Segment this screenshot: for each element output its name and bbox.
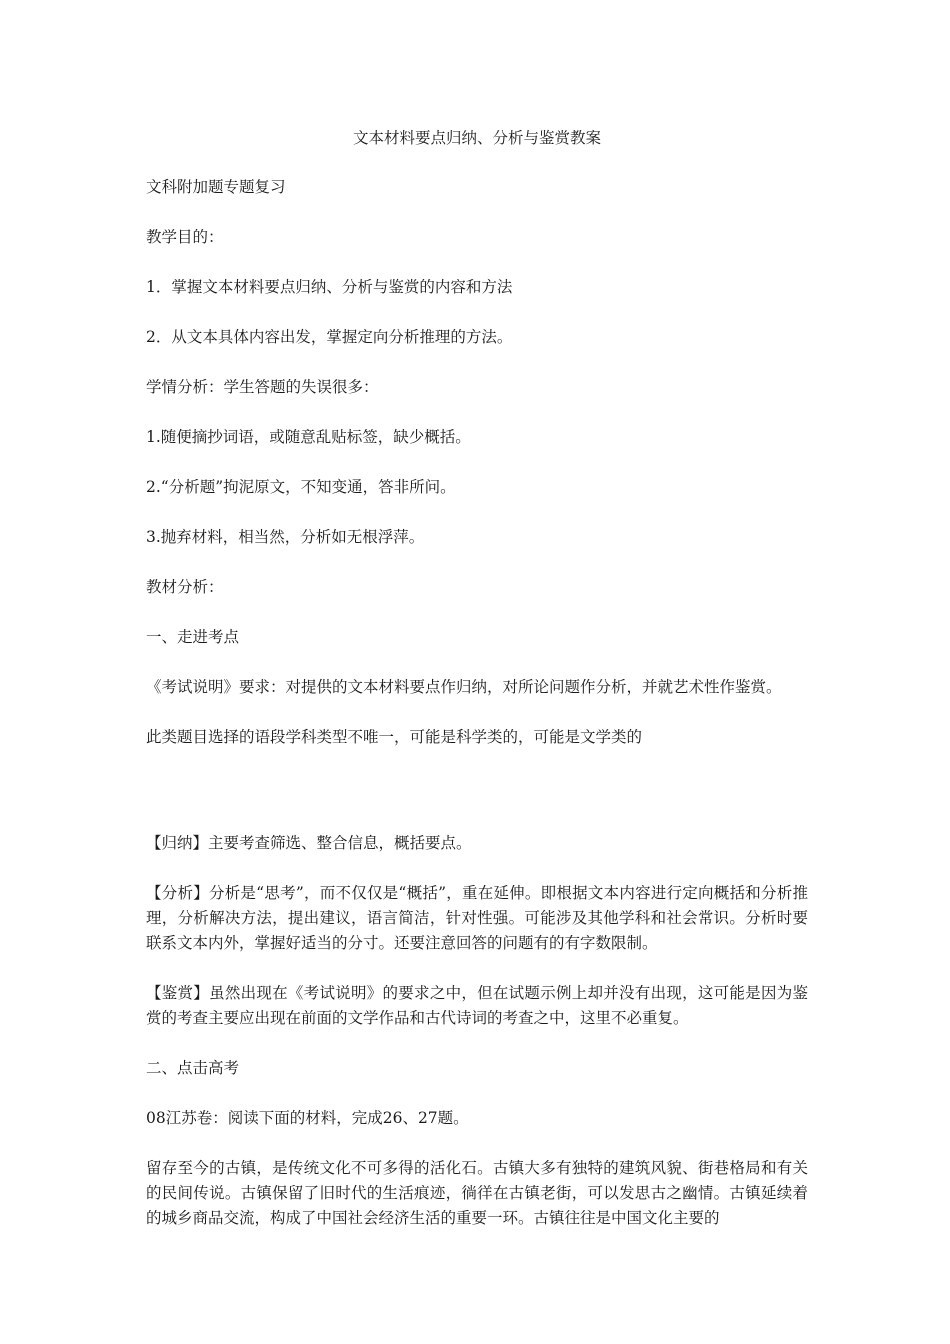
blank-spacer [146, 775, 808, 831]
exam-question-intro: 08江苏卷：阅读下面的材料，完成26、27题。 [146, 1109, 469, 1127]
mistake-item-1: 1.随便摘抄词语，或随意乱贴标签，缺少概括。 [146, 428, 471, 446]
summary-paragraph: 【归纳】主要考查筛选、整合信息，概括要点。 [146, 834, 472, 852]
goal-item-2: 2．从文本具体内容出发，掌握定向分析推理的方法。 [146, 328, 513, 346]
exam-requirement-paragraph: 《考试说明》要求：对提供的文本材料要点作归纳，对所论问题作分析，并就艺术性作鉴赏。 [146, 678, 782, 696]
document-page [146, 126, 808, 1256]
document-title: 文本材料要点归纳、分析与鉴赏教案 [352, 129, 601, 147]
appreciation-paragraph: 【鉴赏】虽然出现在《考试说明》的要求之中，但在试题示例上却并没有出现，这可能是因为鉴赏的考查主要应出现在前面的文学作品和古代诗词的考查之中，这里不必重复。 [146, 984, 808, 1027]
section-heading-material-analysis: 教材分析： [146, 578, 224, 596]
section-heading-1: 一、走进考点 [146, 628, 240, 646]
reading-material-paragraph: 留存至今的古镇，是传统文化不可多得的活化石。古镇大多有独特的建筑风貌、街巷格局和有关的民间传说。古镇保留了旧时代的生活痕迹，徜徉在古镇老街，可以发思古之幽情。古镇延续着的城乡商品交流，构成了中国社会经济生活的重要一环。古镇往往是中国文化主要的 [146, 1159, 808, 1227]
subtitle: 文科附加题专题复习 [146, 178, 286, 196]
section-heading-teaching-goal: 教学目的： [146, 228, 224, 246]
section-heading-2: 二、点击高考 [146, 1059, 240, 1077]
analysis-paragraph: 【分析】分析是“思考”，而不仅仅是“概括”，重在延伸。即根据文本内容进行定向概括和分析推理，分析解决方法，提出建议，语言简洁，针对性强。可能涉及其他学科和社会常识。分析时要联系文本内外，掌握好适当的分寸。还要注意回答的问题有的有字数限制。 [146, 884, 808, 952]
goal-item-1: 1．掌握文本材料要点归纳、分析与鉴赏的内容和方法 [146, 278, 513, 296]
section-heading-student-analysis: 学情分析：学生答题的失误很多： [146, 378, 379, 396]
subject-type-paragraph: 此类题目选择的语段学科类型不唯一，可能是科学类的，可能是文学类的 [146, 728, 643, 746]
mistake-item-2: 2.“分析题”拘泥原文，不知变通，答非所问。 [146, 478, 456, 496]
mistake-item-3: 3.抛弃材料，相当然，分析如无根浮萍。 [146, 528, 425, 546]
